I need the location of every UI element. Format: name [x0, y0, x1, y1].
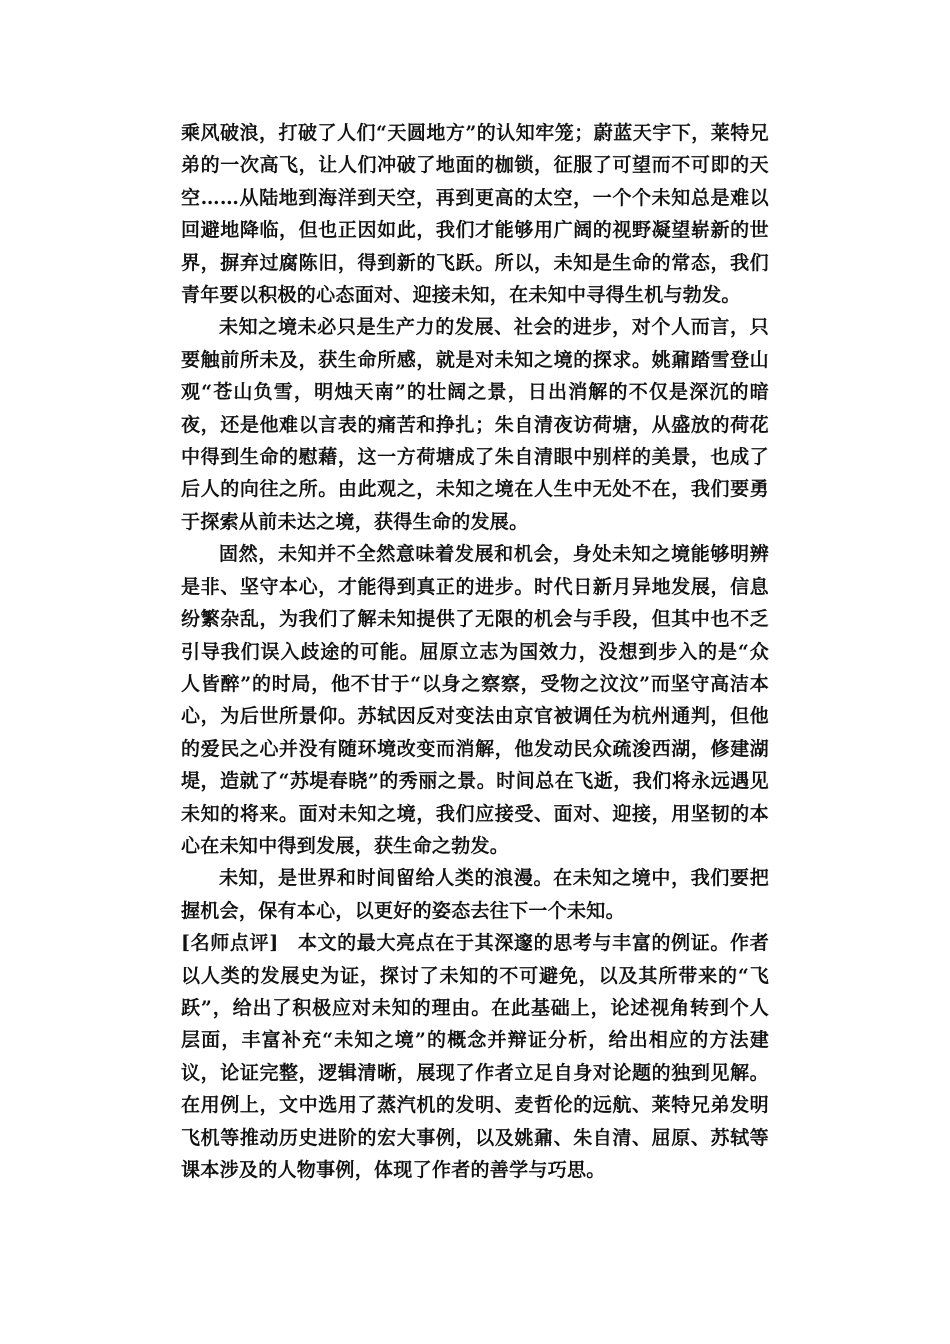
essay-paragraph-2: 未知之境未必只是生产力的发展、社会的进步，对个人而言，只要触前所未及，获生命所感，就是对未知之境的探求。姚鼐踏雪登山观“苍山负雪，明烛天南”的壮阔之景，日出消解的不仅是深沉的暗夜，还是他难以言表的痛苦和挣扎；朱自清夜访荷塘，从盛放的荷花中得到生命的慰藉，这一方荷塘成了朱自清眼中别样的美景，也成了后人的向往之所。由此观之，未知之境在人生中无处不在，我们要勇于探索从前未达之境，获得生命的发展。 [181, 316, 769, 533]
teacher-comment-text: 本文的最大亮点在于其深邃的思考与丰富的例证。作者以人类的发展史为证，探讨了未知的不可避免，以及其所带来的“飞跃”，给出了积极应对未知的理由。在此基础上，论述视角转到个人层面，丰富补充“未知之境”的概念并辩证分析，给出相应的方法建议，论证完整，逻辑清晰，展现了作者立足自身对论题的独到见解。在用例上，文中选用了蒸汽机的发明、麦哲伦的远航、莱特兄弟发明飞机等推动历史进阶的宏大事例，以及姚鼐、朱自清、屈原、苏轼等课本涉及的人物事例，体现了作者的善学与巧思。 [181, 932, 770, 1181]
teacher-comment [181, 927, 769, 1186]
teacher-comment-label: [名师点评] [181, 932, 279, 955]
document-page [181, 117, 769, 1186]
essay-paragraph-1: 乘风破浪，打破了人们“天圆地方”的认知牢笼；蔚蓝天宇下，莱特兄弟的一次高飞，让人们冲破了地面的枷锁，征服了可望而不可即的天空……从陆地到海洋到天空，再到更高的太空，一个个未知总是难以回避地降临，但也正因如此，我们才能够用广阔的视野凝望崭新的世界，摒弃过腐陈旧，得到新的飞跃。所以，未知是生命的常态，我们青年要以积极的心态面对、迎接未知，在未知中寻得生机与勃发。 [181, 122, 769, 307]
essay-paragraph-3: 固然，未知并不全然意味着发展和机会，身处未知之境能够明辨是非、坚守本心，才能得到真正的进步。时代日新月异地发展，信息纷繁杂乱，为我们了解未知提供了无限的机会与手段，但其中也不乏引导我们误入歧途的可能。屈原立志为国效力，没想到步入的是“众人皆醉”的时局，他不甘于“以身之察察，受物之汶汶”而坚守高洁本心，为后世所景仰。苏轼因反对变法由京官被调任为杭州通判，但他的爱民之心并没有随环境改变而消解，他发动民众疏浚西湖，修建湖堤，造就了“苏堤春晓”的秀丽之景。时间总在飞逝，我们将永远遇见未知的将来。面对未知之境，我们应接受、面对、迎接，用坚韧的本心在未知中得到发展，获生命之勃发。 [181, 543, 769, 857]
essay-paragraph-4: 未知，是世界和时间留给人类的浪漫。在未知之境中，我们要把握机会，保有本心，以更好的姿态去往下一个未知。 [181, 867, 769, 922]
